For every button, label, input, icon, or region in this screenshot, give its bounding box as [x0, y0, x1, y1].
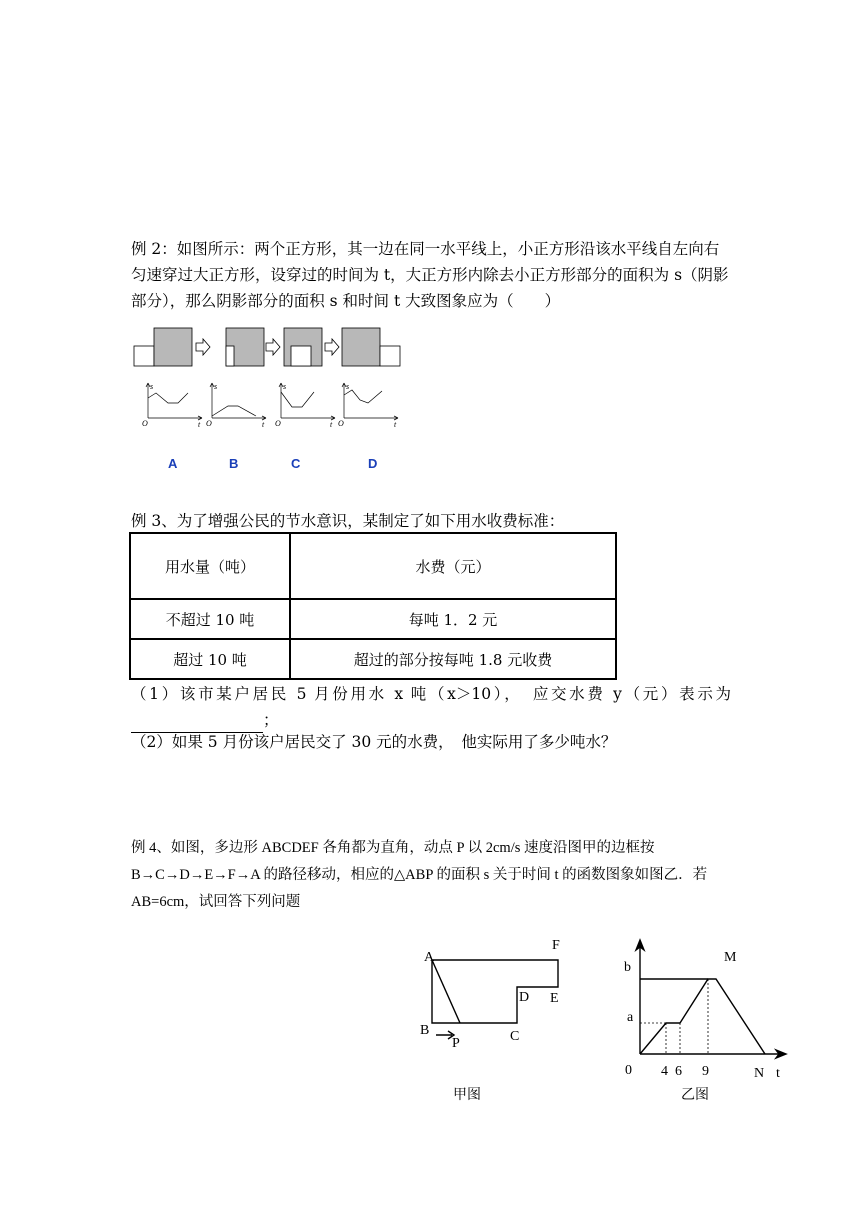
label-origin: 0	[625, 1063, 632, 1078]
example2-text: 例 2：如图所示：两个正方形，其一边在同一水平线上，小正方形沿该水平线自左向右匀速穿过大正方形，设穿过的时间为 t，大正方形内除去小正方形部分的面积为 s（阴影部分），那么阴影部分的面积 s 和时间 t 大致图象应为（ ）	[131, 240, 729, 310]
table-cell: 每吨 1．2 元	[290, 599, 616, 639]
square-stage-4	[342, 328, 400, 366]
example4-text: 例 4、如图，多边形 ABCDEF 各角都为直角，动点 P 以 2cm/s 速度沿图甲的边框按 B→C→D→E→F→A 的路径移动，相应的△ABP 的面积 s 关于时间 t 的函数图象如图乙．若 AB=6cm，试回答下列问题	[131, 840, 708, 910]
table-row	[130, 639, 616, 679]
graph-option-b	[210, 383, 266, 420]
table-cell: 超过 10 吨	[130, 639, 290, 679]
choice-c[interactable]: C	[291, 456, 301, 471]
axis-label-s: s	[214, 382, 218, 391]
axis-label-s: s	[283, 382, 287, 391]
table-header-row	[130, 533, 616, 599]
choice-b[interactable]: B	[229, 456, 239, 471]
tick-label-4: 4	[661, 1064, 668, 1079]
label-c: C	[510, 1029, 520, 1044]
axis-label-t: t	[394, 420, 397, 429]
label-p: P	[452, 1036, 460, 1051]
label-t: t	[776, 1066, 780, 1081]
label-b: B	[420, 1023, 430, 1038]
axis-label-s: s	[346, 382, 350, 391]
label-m: M	[724, 950, 737, 965]
question-1-end: ；	[263, 711, 279, 729]
example3-intro: 例 3、为了增强公民的节水意识，某制定了如下用水收费标准：	[131, 512, 565, 530]
table-row	[130, 599, 616, 639]
caption-jia: 甲图	[453, 1087, 481, 1103]
label-a-value: a	[627, 1010, 634, 1025]
axis-label-t: t	[262, 420, 265, 429]
question-1-text: （1）该市某户居民 5 月份用水 x 吨（x＞10）， 应交水费 y（元）表示为	[131, 685, 731, 703]
label-d: D	[519, 990, 530, 1005]
table-cell: 不超过 10 吨	[130, 599, 290, 639]
origin-label: O	[206, 419, 212, 428]
label-f: F	[552, 938, 560, 953]
origin-label: O	[142, 419, 148, 428]
figure-yi	[610, 930, 790, 1082]
origin-label: O	[275, 419, 281, 428]
table-cell: 超过的部分按每吨 1.8 元收费	[290, 639, 616, 679]
arrow-icon	[196, 339, 210, 355]
example3-question-1	[131, 681, 731, 733]
fee-table	[129, 532, 617, 680]
square-stage-1	[134, 328, 192, 366]
square-stage-2	[226, 328, 264, 366]
square-stage-3	[284, 328, 322, 366]
graph-option-a	[146, 383, 202, 420]
segment-ap	[432, 960, 460, 1023]
example3-question-2: （2）如果 5 月份该户居民交了 30 元的水费， 他实际用了多少吨水？	[131, 733, 617, 751]
tick-label-6: 6	[675, 1064, 682, 1079]
graph-s-t	[640, 979, 765, 1054]
arrow-icon	[266, 339, 280, 355]
example2-figure	[132, 325, 412, 435]
axis-label-t: t	[198, 420, 201, 429]
polygon-abcdef	[432, 960, 558, 1023]
label-a: A	[424, 950, 435, 965]
label-n: N	[754, 1066, 765, 1081]
table-header-cell: 用水量（吨）	[130, 533, 290, 599]
axis-label-s: s	[150, 382, 154, 391]
figure-jia	[410, 930, 580, 1055]
choice-d[interactable]: D	[368, 456, 378, 471]
choice-a[interactable]: A	[168, 456, 178, 471]
label-e: E	[550, 991, 559, 1006]
caption-yi: 乙图	[681, 1087, 709, 1103]
graph-option-d	[342, 383, 398, 420]
origin-label: O	[338, 419, 344, 428]
axis-label-t: t	[330, 420, 333, 429]
tick-label-9: 9	[702, 1064, 709, 1079]
arrow-icon	[325, 339, 339, 355]
graph-option-c	[279, 383, 335, 420]
table-header-cell: 水费（元）	[290, 533, 616, 599]
label-b-value: b	[624, 960, 631, 975]
